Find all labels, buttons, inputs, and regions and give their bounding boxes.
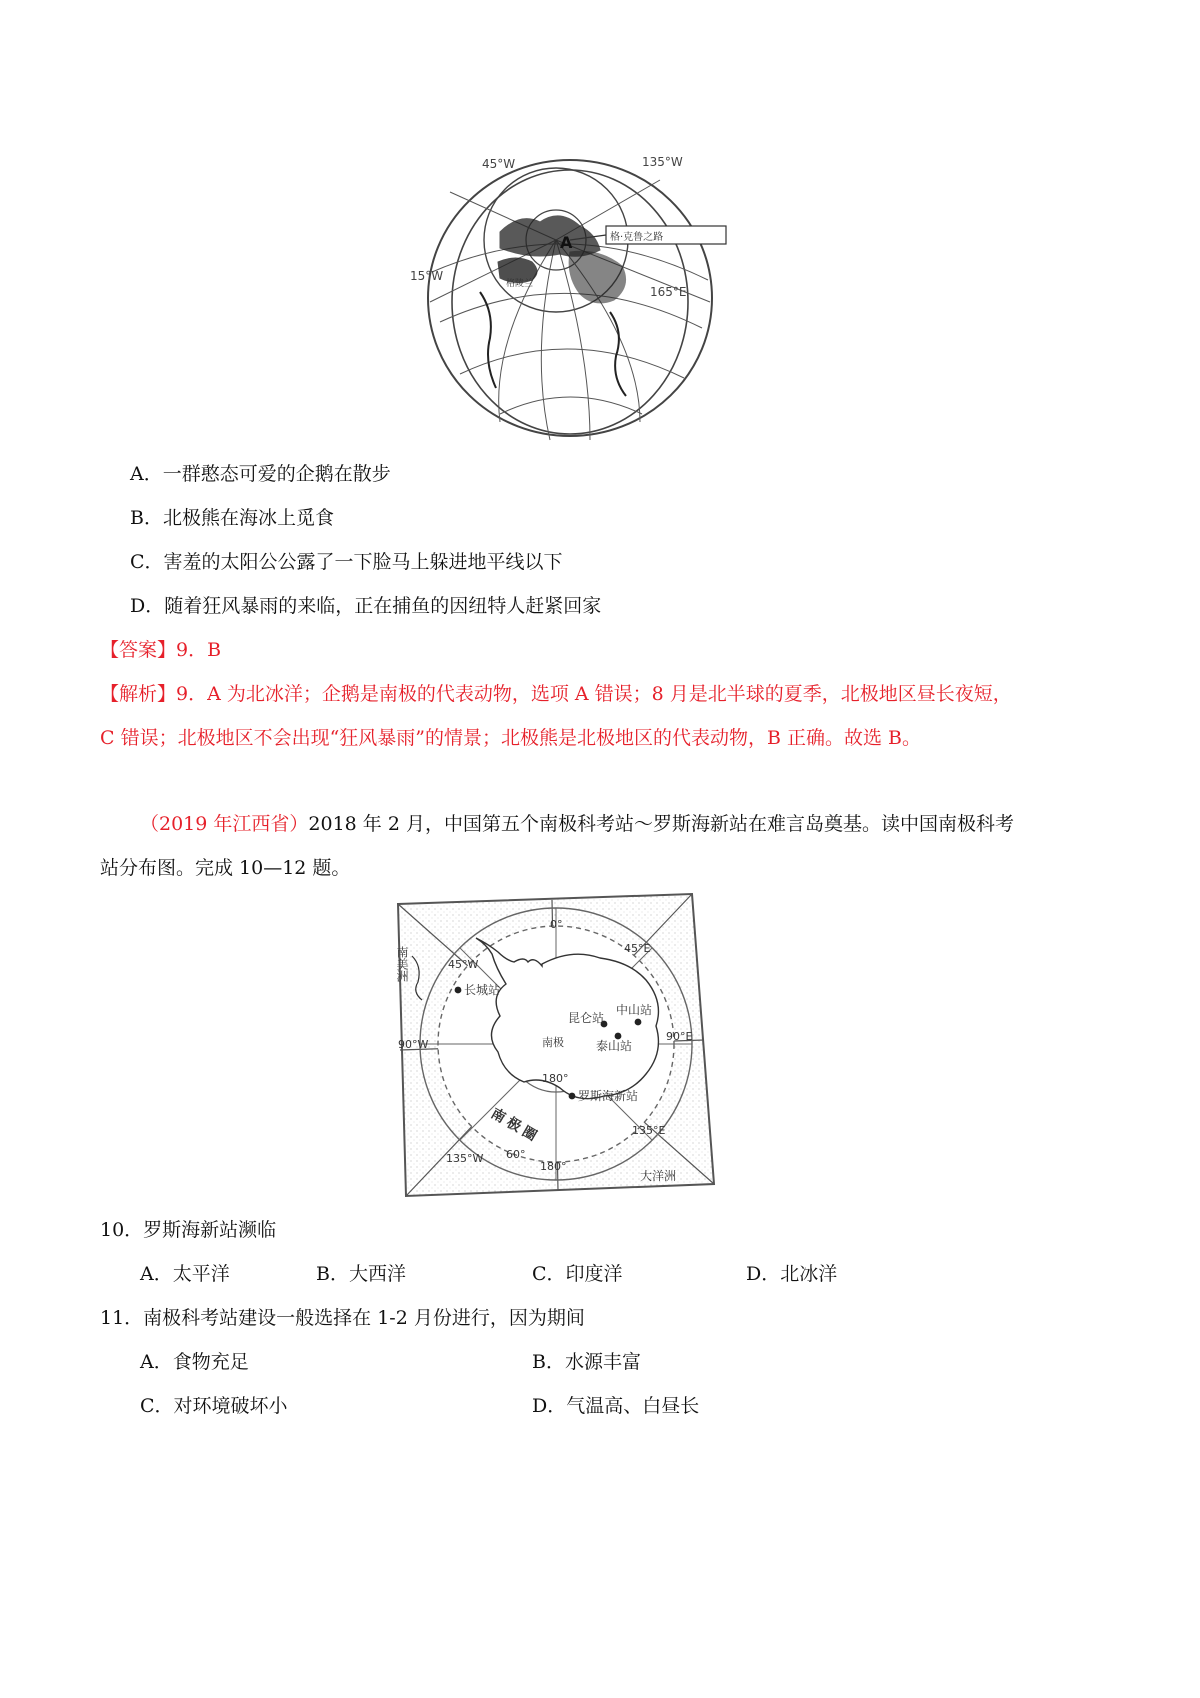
q10-option-c: C．印度洋 [532, 1263, 623, 1285]
q11-option-b: B．水源丰富 [532, 1351, 641, 1373]
label-ross-sea: 罗斯海新站 [578, 1089, 639, 1103]
label-45e: 45°E [624, 942, 651, 955]
label-90w: 90°W [398, 1038, 429, 1051]
meridian-label-right: 165°E [650, 285, 687, 299]
q11-option-c: C．对环境破坏小 [140, 1395, 288, 1417]
point-a-label: A [560, 233, 573, 252]
meridian-label-left: 15°W [410, 269, 444, 283]
meridian-label-top-right: 135°W [642, 155, 683, 169]
label-south-america: 南美洲 [395, 946, 409, 982]
label-60: 60° [506, 1148, 526, 1161]
landmass-east [610, 312, 626, 396]
station-dot-zhongshan [635, 1019, 642, 1026]
globe-inner-outline [452, 170, 688, 434]
label-zhongshan: 中山站 [616, 1003, 653, 1017]
station-dot-great-wall [455, 987, 462, 994]
antarctic-station-map [392, 890, 722, 1200]
label-45w: 45°W [448, 958, 479, 971]
q9-option-b: B．北极熊在海冰上觅食 [130, 507, 334, 529]
intro-line-1 [140, 810, 1014, 838]
analysis-line-1: 【解析】9．A 为北冰洋；企鹅是南极的代表动物，选项 A 错误；8 月是北半球的夏季，北极地区昼长夜短， [100, 683, 1012, 705]
arctic-globe-figure [410, 152, 740, 442]
meridian-label-top-left: 45°W [482, 157, 516, 171]
landmass-north [500, 216, 600, 256]
label-180-inner: 180° [542, 1072, 569, 1085]
intro-line-2: 站分布图。完成 10—12 题。 [100, 857, 351, 879]
antarctic-map-svg [392, 890, 722, 1200]
label-great-wall: 长城站 [464, 983, 501, 997]
q10-option-b: B．大西洋 [316, 1263, 406, 1285]
label-polar-circle: 南极圈 [488, 1105, 543, 1147]
label-south-pole: 南极 [542, 1036, 564, 1049]
label-0: 0° [550, 918, 563, 931]
q10-option-a: A．太平洋 [140, 1263, 230, 1285]
landmass-america [480, 292, 496, 388]
answer-line: 【答案】9．B [100, 639, 222, 661]
label-kunlun: 昆仑站 [568, 1011, 605, 1025]
region-label: 格陵兰 [506, 279, 534, 289]
q11-option-a: A．食物充足 [140, 1351, 249, 1373]
callout-label: 格·克鲁之路 [610, 232, 664, 243]
q10-stem: 10．罗斯海新站濒临 [100, 1219, 277, 1241]
intro-text-1: 2018 年 2 月，中国第五个南极科考站～罗斯海新站在难言岛奠基。读中国南极科考 [308, 813, 1014, 835]
intro-source: （2019 年江西省） [140, 813, 309, 835]
label-oceania: 大洋洲 [640, 1169, 677, 1183]
station-dot-ross-sea [569, 1093, 576, 1100]
q11-option-d: D．气温高、白昼长 [532, 1395, 700, 1417]
landmass-eurasia [569, 251, 625, 303]
label-taishan: 泰山站 [596, 1039, 633, 1053]
q11-stem: 11．南极科考站建设一般选择在 1-2 月份进行，因为期间 [100, 1307, 585, 1329]
q9-option-a: A．一群憨态可爱的企鹅在散步 [130, 463, 391, 485]
q9-option-c: C．害羞的太阳公公露了一下脸马上躲进地平线以下 [130, 551, 563, 573]
label-180: 180° [540, 1160, 567, 1173]
q10-option-d: D．北冰洋 [746, 1263, 838, 1285]
label-135e: 135°E [632, 1124, 666, 1137]
analysis-line-2: C 错误；北极地区不会出现“狂风暴雨”的情景；北极熊是北极地区的代表动物，B 正确。故选 B。 [100, 727, 922, 749]
q9-option-d: D．随着狂风暴雨的来临，正在捕鱼的因纽特人赶紧回家 [130, 595, 602, 617]
arctic-globe-svg [410, 152, 740, 442]
label-135w: 135°W [446, 1152, 484, 1165]
label-90e: 90°E [666, 1030, 693, 1043]
